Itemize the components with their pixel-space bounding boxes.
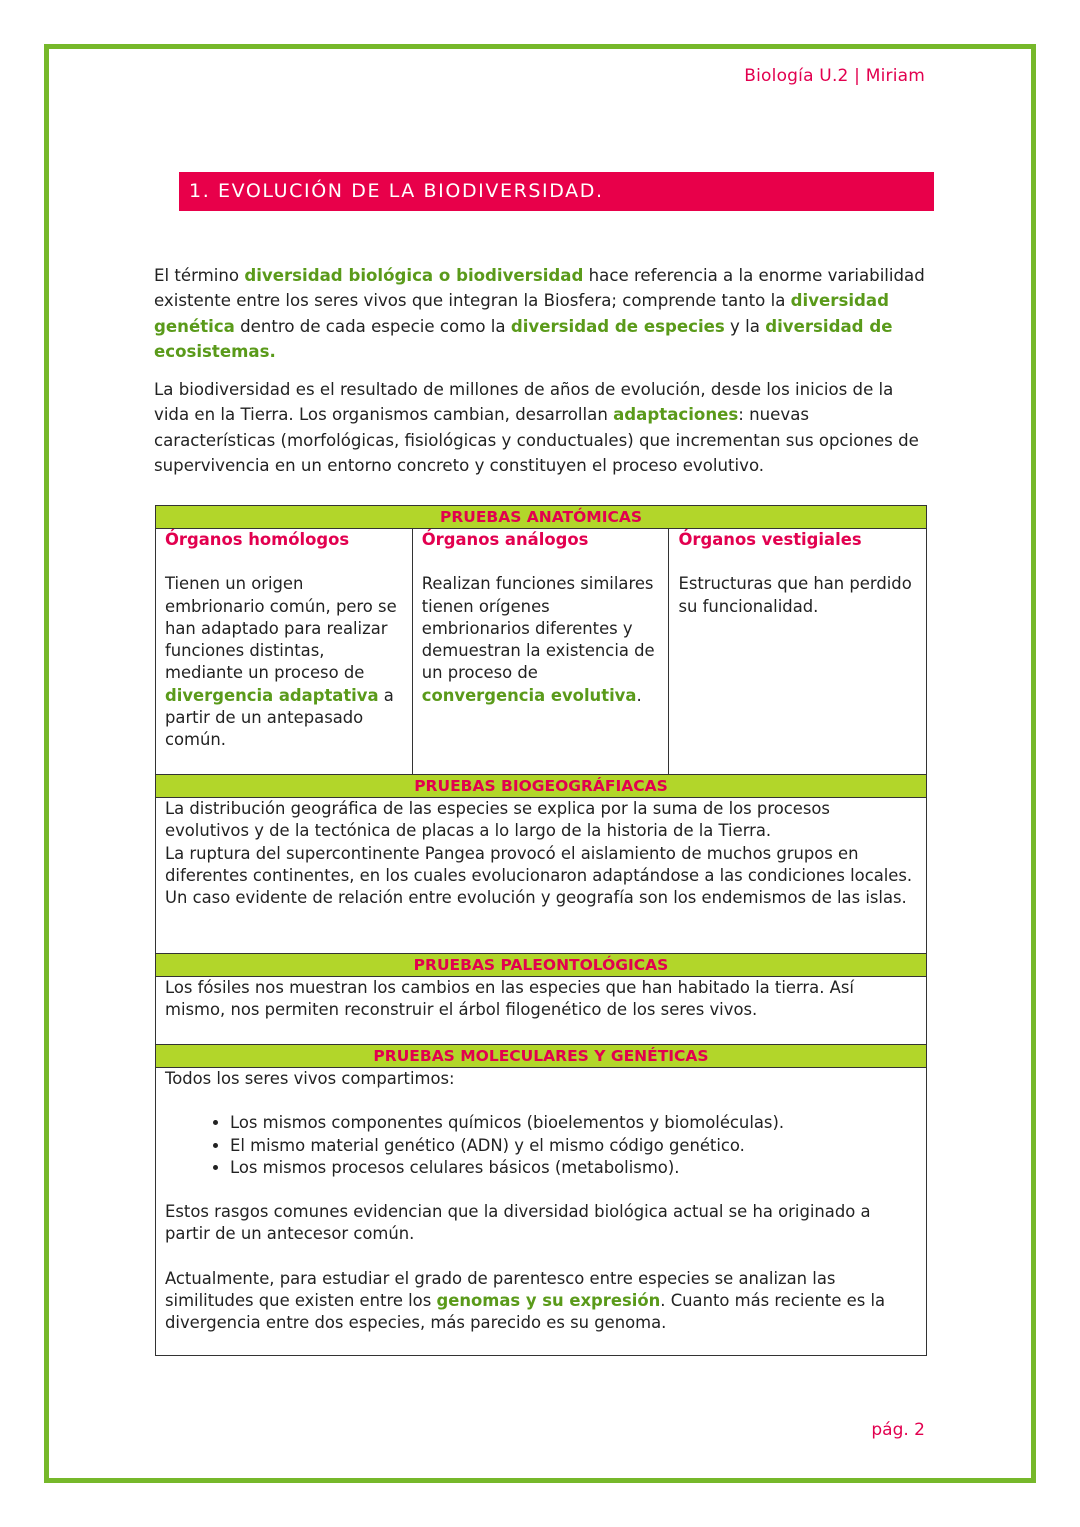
biogeo-text: La distribución geográfica de las especies se explica por la suma de los procesos evolutivos y de la tectónica de placas a lo largo de la historia de la Tierra. (165, 799, 830, 841)
highlight-term: diversidad biológica o biodiversidad (244, 266, 584, 285)
highlight-term: genomas y su expresión (436, 1291, 661, 1311)
biogeograficas-heading: PRUEBAS BIOGEOGRÁFIACAS (156, 775, 927, 798)
text-run: : nuevas características (morfológicas, fisiológicas y conductuales) que incrementan sus opciones de supervivencia en un entorno concreto y constituyen el proceso evolutivo. (154, 405, 919, 476)
paleo-text: Los fósiles nos muestran los cambios en las especies que han habitado la tierra. Así mismo, nos permiten reconstruir el árbol filogenético de los seres vivos. (165, 978, 854, 1020)
list-item: • Los mismos componentes químicos (bioelementos y biomoléculas). (230, 1112, 917, 1134)
page-number: pág. 2 (871, 1420, 925, 1440)
highlight-term: adaptaciones (613, 405, 739, 425)
text-run: La biodiversidad es el resultado de millones de años de evolución, desde los inicios de la vida en la Tierra. Los organismos cambian, desarrollan (154, 380, 894, 425)
text-run: Estructuras que han perdido su funcionalidad. (678, 574, 912, 616)
section-title: 1. EVOLUCIÓN DE LA BIODIVERSIDAD. (179, 172, 934, 211)
col-title: Órganos homólogos (165, 530, 350, 549)
highlight-term: convergencia evolutiva (421, 685, 637, 705)
biogeo-text: La ruptura del supercontinente Pangea provocó el aislamiento de muchos grupos en diferentes continentes, en los cuales evolucionaron adaptándose a las condiciones locales. Un caso evidente de relación entre evolución y geografía son los endemismos de las islas. (165, 843, 913, 908)
text-run: y la (724, 316, 766, 336)
col-text (422, 574, 655, 704)
col-title: Órganos vestigiales (678, 530, 862, 549)
list-item: • El mismo material genético (ADN) y el mismo código genético. (230, 1135, 917, 1157)
evidence-table (155, 505, 927, 1356)
anatomicas-heading: PRUEBAS ANATÓMICAS (156, 506, 927, 529)
list-item: • Los mismos procesos celulares básicos (metabolismo). (230, 1157, 917, 1179)
text-run: . Cuanto más reciente es la divergencia entre dos especies, más parecido es su genoma. (165, 1291, 886, 1333)
moleculares-heading: PRUEBAS MOLECULARES Y GENÉTICAS (156, 1045, 927, 1068)
intro-text (154, 263, 929, 491)
intro-paragraph (154, 377, 929, 478)
text-run: Realizan funciones similares tienen orígenes embrionarios diferentes y demuestran la existencia de un proceso de (421, 574, 655, 683)
highlight-term: diversidad de ecosistemas. (154, 316, 893, 361)
col-text (165, 574, 397, 749)
col-text (678, 574, 911, 615)
highlight-term: diversidad genética (154, 291, 889, 336)
paleontologicas-heading: PRUEBAS PALEONTOLÓGICAS (156, 954, 927, 977)
molec-list (165, 1112, 917, 1179)
intro-paragraph (154, 263, 929, 364)
text-run: hace referencia a la enorme variabilidad existente entre los seres vivos que integran la Biosfera; comprende tanto la (154, 266, 925, 311)
highlight-term: diversidad de especies (510, 316, 725, 336)
molec-text (165, 1268, 917, 1335)
text-run: . (636, 685, 642, 705)
text-run: Actualmente, para estudiar el grado de parentesco entre especies se analizan las similitudes que existen entre los (165, 1268, 836, 1311)
text-run: dentro de cada especie como la (234, 316, 511, 336)
text-run: a partir de un antepasado común. (165, 685, 394, 750)
molec-intro: Todos los seres vivos compartimos: (165, 1069, 455, 1088)
text-run: Tienen un origen embrionario común, pero se han adaptado para realizar funciones distintas, mediante un proceso de (165, 574, 397, 683)
molec-text: Estos rasgos comunes evidencian que la diversidad biológica actual se ha originado a partir de un antecesor común. (165, 1202, 871, 1244)
text-run: El término (154, 266, 245, 285)
col-title: Órganos análogos (421, 530, 589, 549)
highlight-term: divergencia adaptativa (165, 685, 379, 705)
running-header: Biología U.2 | Miriam (744, 66, 925, 86)
